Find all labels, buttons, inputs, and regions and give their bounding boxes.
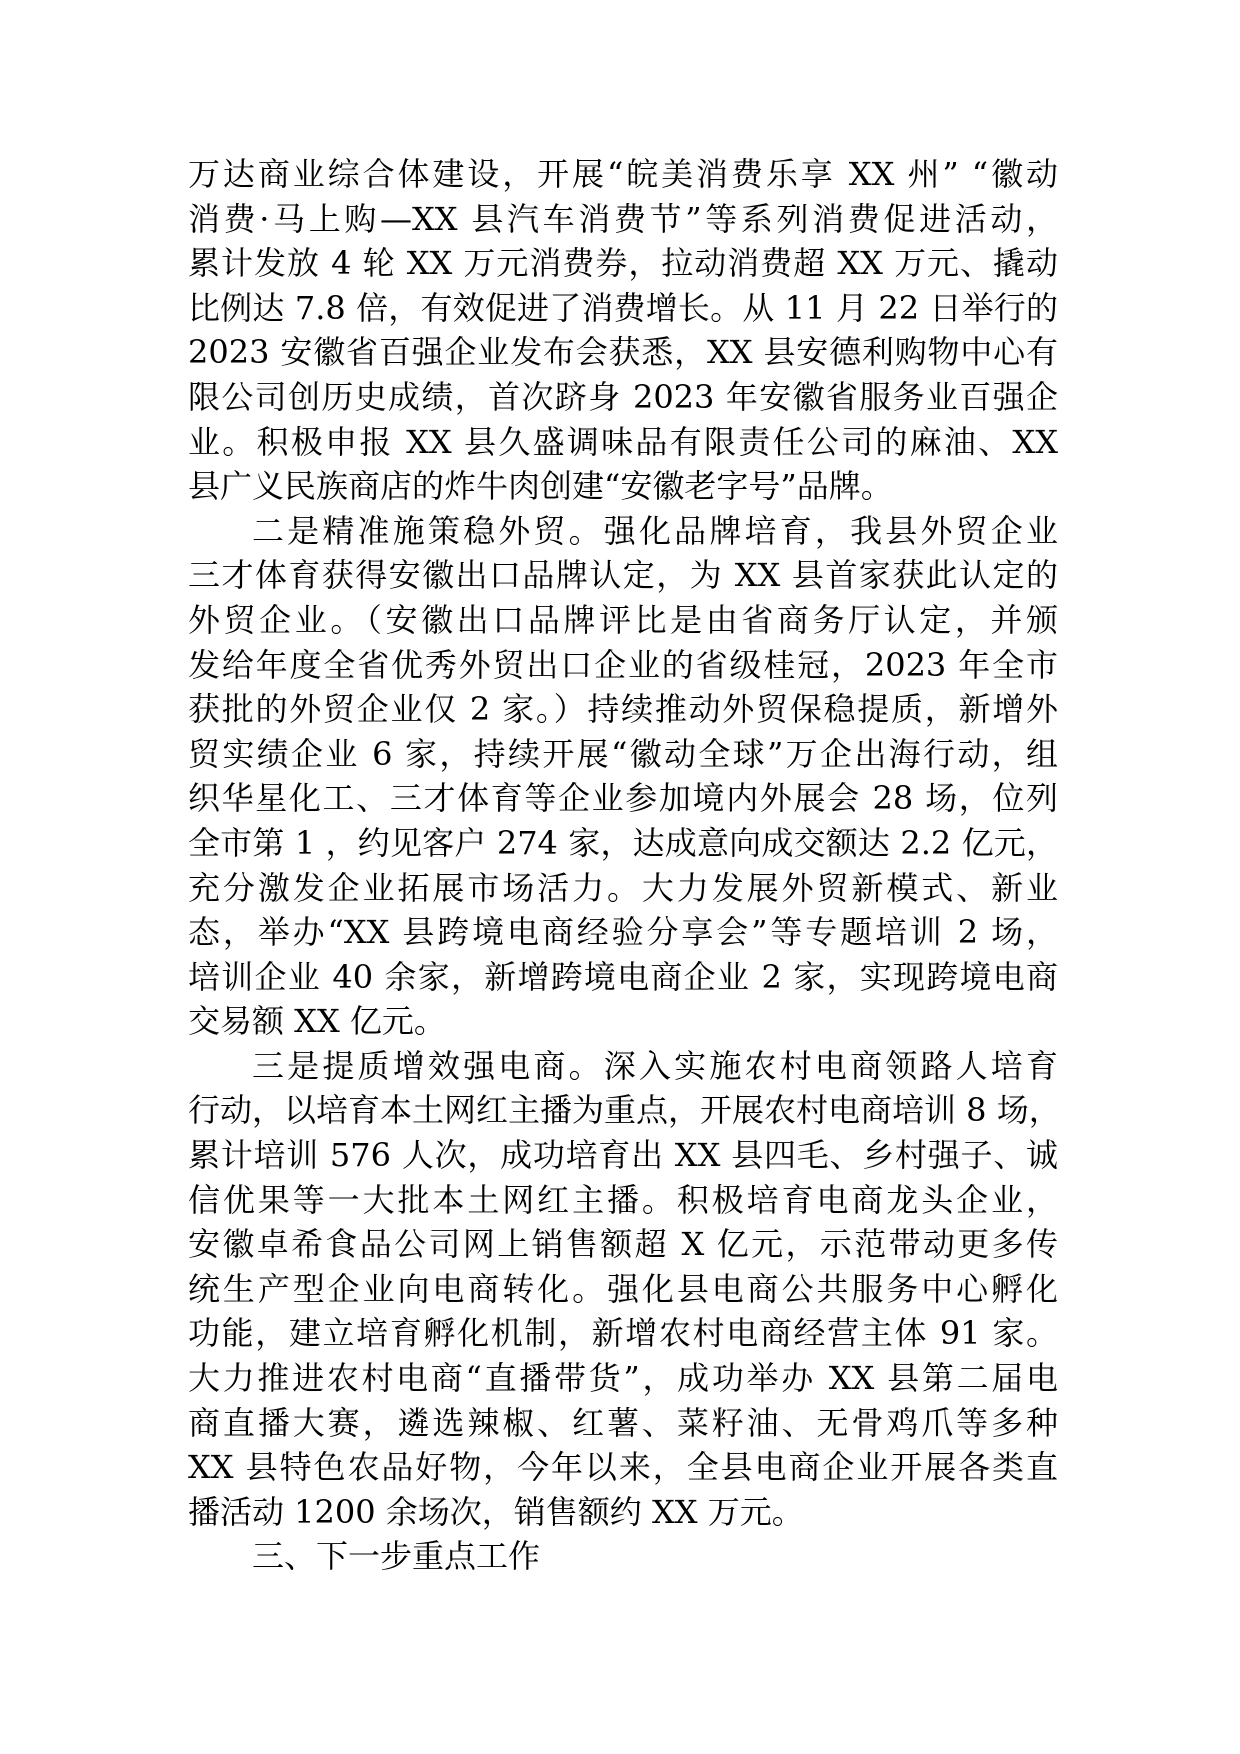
text-line: 限公司创历史成绩，首次跻身 2023 年安徽省服务业百强企 [188, 377, 1058, 416]
text-line: 累计发放 4 轮 XX 万元消费券，拉动消费超 XX 万元、撬动 [188, 244, 1058, 283]
paragraph-consumption [188, 152, 1058, 509]
text-line: 业。积极申报 XX 县久盛调味品有限责任公司的麻油、XX [188, 422, 1058, 461]
text-line: 比例达 7.8 倍，有效促进了消费增长。从 11 月 22 日举行的 [188, 288, 1058, 327]
text-line: 累计培训 576 人次，成功培育出 XX 县四毛、乡村强子、诚 [188, 1136, 1058, 1175]
text-line: 获批的外贸企业仅 2 家。）持续推动外贸保稳提质，新增外 [188, 690, 1058, 729]
text-line: 大力推进农村电商“直播带货”，成功举办 XX 县第二届电 [188, 1359, 1058, 1398]
document-body [188, 152, 1061, 1579]
text-line: 三才体育获得安徽出口品牌认定，为 XX 县首家获此认定的 [188, 556, 1058, 595]
paragraph-ecommerce [188, 1044, 1061, 1535]
text-line: 安徽卓希食品公司网上销售额超 X 亿元，示范带动更多传 [188, 1225, 1058, 1264]
text-line: 贸实绩企业 6 家，持续开展“徽动全球”万企出海行动，组 [188, 734, 1058, 773]
text-line: 二是精准施策稳外贸。强化品牌培育，我县外贸企业 [252, 511, 1058, 550]
text-line: 交易额 XX 亿元。 [188, 1002, 446, 1041]
text-line: 培训企业 40 余家，新增跨境电商企业 2 家，实现跨境电商 [188, 957, 1058, 996]
text-line: 三是提质增效强电商。深入实施农村电商领路人培育 [252, 1046, 1058, 1085]
text-line: 织华星化工、三才体育等企业参加境内外展会 28 场，位列 [188, 779, 1058, 818]
text-line: 态，举办“XX 县跨境电商经验分享会”等专题培训 2 场， [188, 913, 1058, 952]
text-line: 商直播大赛，遴选辣椒、红薯、菜籽油、无骨鸡爪等多种 [188, 1403, 1058, 1442]
text-line: 全市第 1 ，约见客户 274 家，达成意向成交额达 2.2 亿元， [188, 823, 1058, 862]
text-line: 外贸企业。（安徽出口品牌评比是由省商务厅认定，并颁 [188, 600, 1058, 639]
text-line: 万达商业综合体建设，开展“皖美消费乐享 XX 州” “徽动 [188, 155, 1058, 193]
text-line: 发给年度全省优秀外贸出口企业的省级桂冠，2023 年全市 [188, 645, 1058, 684]
text-line: 统生产型企业向电商转化。强化县电商公共服务中心孵化 [188, 1269, 1058, 1308]
text-line: 充分激发企业拓展市场活力。大力发展外贸新模式、新业 [188, 868, 1058, 907]
text-line: 播活动 1200 余场次，销售额约 XX 万元。 [188, 1492, 804, 1531]
section-heading [188, 1534, 1058, 1579]
text-line: 信优果等一大批本土网红主播。积极培育电商龙头企业， [188, 1180, 1058, 1219]
text-line: XX 县特色农品好物，今年以来，全县电商企业开展各类直 [188, 1448, 1058, 1487]
text-line: 行动，以培育本土网红主播为重点，开展农村电商培训 8 场， [188, 1091, 1061, 1130]
text-line: 功能，建立培育孵化机制，新增农村电商经营主体 91 家。 [188, 1314, 1058, 1353]
heading-next-steps: 三、下一步重点工作 [252, 1537, 541, 1576]
text-line: 2023 安徽省百强企业发布会获悉，XX 县安德利购物中心有 [188, 333, 1058, 372]
paragraph-foreign-trade [188, 509, 1058, 1044]
text-line: 县广义民族商店的炸牛肉创建“安徽老字号”品牌。 [188, 467, 893, 506]
text-line: 消费·马上购—XX 县汽车消费节”等系列消费促进活动， [188, 199, 1058, 238]
